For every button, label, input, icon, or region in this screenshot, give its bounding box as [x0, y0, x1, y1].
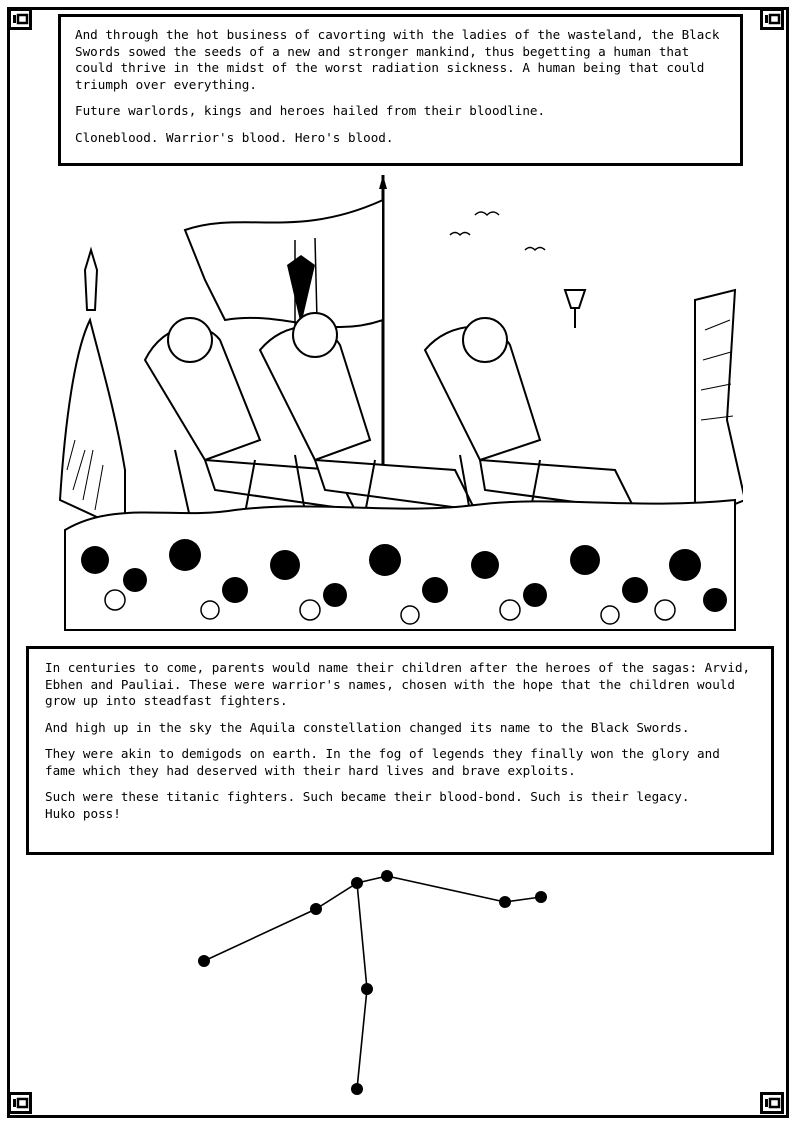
- star-icon: [351, 877, 363, 889]
- constellation-map: [180, 860, 580, 1110]
- star-icon: [310, 903, 322, 915]
- star-icon: [361, 983, 373, 995]
- corner-ornament-icon: [8, 1092, 32, 1114]
- star-icon: [351, 1083, 363, 1095]
- star-icon: [499, 896, 511, 908]
- caption-paragraph: Cloneblood. Warrior's blood. Hero's blood.: [75, 129, 394, 145]
- corner-ornament-icon: [760, 1092, 784, 1114]
- star-icon: [535, 891, 547, 903]
- caption-paragraph: And through the hot business of cavorting with the ladies of the wasteland, the Black Swords sowed the seeds of a new and stronger mankind, thus begetting a human that could thrive in the midst of the worst radiation sickness. A human being that could triumph over everything.: [75, 27, 720, 92]
- corner-ornament-icon: [760, 8, 784, 30]
- caption-box-bottom: [26, 646, 774, 855]
- caption-paragraph: Future warlords, kings and heroes hailed from their bloodline.: [75, 103, 546, 118]
- star-icon: [381, 870, 393, 882]
- star-icon: [198, 955, 210, 967]
- warriors-illustration: [55, 170, 743, 640]
- caption-paragraph: They were akin to demigods on earth. In the fog of legends they finally won the glory and fame which they had deserved with their hard lives and brave exploits.: [45, 746, 720, 778]
- caption-box-top: [58, 14, 743, 166]
- caption-paragraph: And high up in the sky the Aquila constellation changed its name to the Black Swords.: [45, 719, 690, 735]
- caption-paragraph: In centuries to come, parents would name their children after the heroes of the sagas: Arvid, Ebhen and Pauliai. These were warrior's names, chosen with the hope that the children would grow up into steadfast fighters.: [45, 660, 751, 708]
- corner-ornament-icon: [8, 8, 32, 30]
- caption-paragraph: Such were these titanic fighters. Such became their blood-bond. Such is their legacy. Huko poss!: [45, 789, 690, 821]
